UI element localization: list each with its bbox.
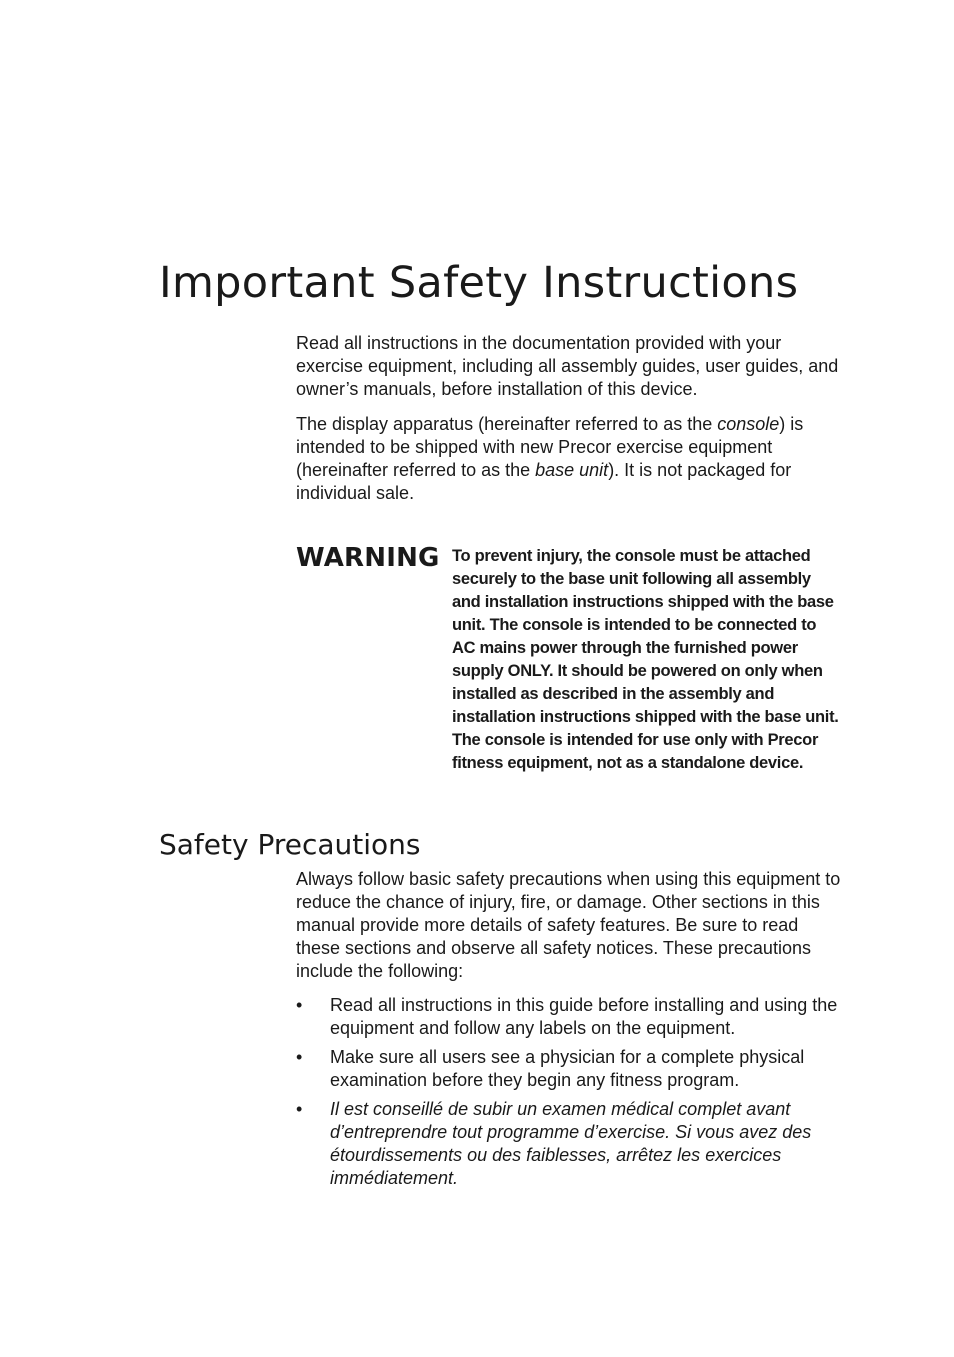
list-item-text: Make sure all users see a physician for a complete physical examination before they begin any fitness program. — [330, 1047, 805, 1090]
intro-paragraph-1: Read all instructions in the documentation provided with your exercise equipment, including all assembly guides, user guides, and owner’s manuals, before installation of this device. — [296, 333, 839, 399]
warning-text: To prevent injury, the console must be attached securely to the base unit following all assembly and installation instructions shipped with the base unit. The console is intended to be connected to AC mains power through the furnished power supply ONLY. It should be powered on only when installed as described in the assembly and installation instructions shipped with the base unit. The console is intended for use only with Precor fitness equipment, not as a standalone device. — [452, 547, 839, 772]
list-item — [296, 1098, 844, 1190]
intro-p2-text-3: ). It is not packaged for individual sale. — [296, 460, 792, 503]
list-item — [296, 1046, 844, 1092]
intro-paragraph-2 — [296, 413, 844, 505]
bullet-icon: • — [296, 1047, 303, 1067]
term-base-unit: base unit — [535, 460, 609, 480]
list-item-text: Read all instructions in this guide before installing and using the equipment and follow any labels on the equipment. — [330, 995, 838, 1038]
precautions-intro — [296, 868, 844, 983]
precautions-list — [296, 994, 844, 1196]
warning-label: WARNING — [296, 543, 440, 573]
bullet-icon: • — [296, 1099, 303, 1119]
section-heading-safety-precautions: Safety Precautions — [159, 828, 421, 861]
intro-section — [296, 332, 844, 505]
bullet-icon: • — [296, 995, 303, 1015]
intro-p2-text-2: ) is intended to be shipped with new Precor exercise equipment (hereinafter referred to as the — [296, 414, 804, 480]
page-title: Important Safety Instructions — [159, 258, 799, 308]
term-console: console — [717, 414, 780, 434]
precautions-intro-paragraph: Always follow basic safety precautions when using this equipment to reduce the chance of injury, fire, or damage. Other sections in this manual provide more details of safety features. Be sure to read these sections and observe all safety notices. These precautions include the following: — [296, 869, 841, 981]
list-item-text: Il est conseillé de subir un examen médical complet avant d’entreprendre tout programme d’exercise. Si vous avez des étourdissements ou des faiblesses, arrêtez les exercices immédiatement. — [330, 1099, 812, 1188]
list-item — [296, 994, 844, 1040]
intro-p2-text-1: The display apparatus (hereinafter referred to as the — [296, 414, 718, 434]
